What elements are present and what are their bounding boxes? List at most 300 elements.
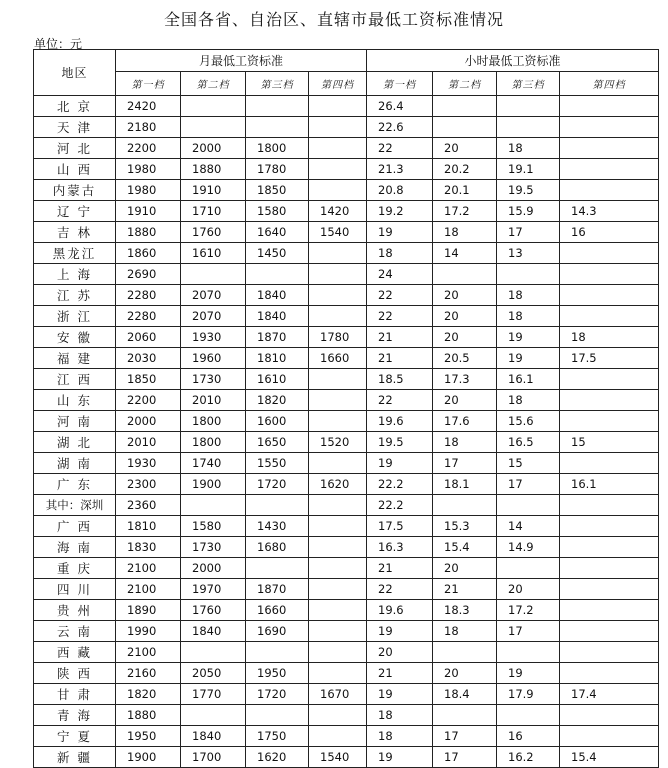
monthly-tier-4-cell [309, 411, 367, 432]
monthly-tier-1-cell: 1850 [116, 369, 181, 390]
table-row [34, 348, 659, 369]
table-row [34, 180, 659, 201]
monthly-tier-3-cell: 1840 [246, 285, 309, 306]
monthly-tier-3-cell [246, 642, 309, 663]
monthly-tier-4-cell: 1540 [309, 222, 367, 243]
table-row [34, 411, 659, 432]
table-row [34, 432, 659, 453]
monthly-tier-3-cell: 1450 [246, 243, 309, 264]
monthly-tier-4-cell [309, 726, 367, 747]
monthly-tier-3-cell: 1550 [246, 453, 309, 474]
region-cell: 安 徽 [34, 327, 116, 348]
hourly-tier-1-cell: 19 [367, 453, 433, 474]
hourly-tier-3-cell: 18 [497, 306, 560, 327]
hourly-tier-2-cell: 18 [433, 222, 497, 243]
monthly-tier-4-cell [309, 453, 367, 474]
hourly-tier-4-cell [560, 726, 659, 747]
table-row [34, 117, 659, 138]
hourly-tier-3-cell: 18 [497, 390, 560, 411]
hourly-tier-2-cell: 15.4 [433, 537, 497, 558]
hourly-tier-4-cell [560, 159, 659, 180]
hourly-tier-3-cell: 16.1 [497, 369, 560, 390]
monthly-tier-2-cell [181, 264, 246, 285]
hourly-tier-2-cell: 20.2 [433, 159, 497, 180]
hourly-tier-2-cell: 17 [433, 747, 497, 768]
region-cell: 青 海 [34, 705, 116, 726]
monthly-tier-4-cell [309, 600, 367, 621]
monthly-tier-4-cell [309, 579, 367, 600]
monthly-tier-1-cell: 1910 [116, 201, 181, 222]
hourly-tier-4-cell [560, 264, 659, 285]
hourly-tier-1-cell: 18 [367, 705, 433, 726]
monthly-tier-2-cell: 1700 [181, 747, 246, 768]
monthly-tier-1-cell: 1930 [116, 453, 181, 474]
hourly-tier-2-header: 第二档 [433, 72, 497, 96]
hourly-tier-1-cell: 22 [367, 285, 433, 306]
monthly-tier-1-cell: 2060 [116, 327, 181, 348]
region-cell: 北 京 [34, 96, 116, 117]
table-row [34, 747, 659, 768]
page-title: 全国各省、自治区、直辖市最低工资标准情况 [163, 10, 504, 29]
monthly-tier-3-cell: 1580 [246, 201, 309, 222]
table-row [34, 642, 659, 663]
region-cell: 甘 肃 [34, 684, 116, 705]
monthly-tier-2-cell: 1800 [181, 432, 246, 453]
monthly-tier-2-cell: 2050 [181, 663, 246, 684]
monthly-tier-4-cell [309, 495, 367, 516]
region-cell: 湖 南 [34, 453, 116, 474]
hourly-tier-4-cell: 15 [560, 432, 659, 453]
monthly-tier-1-cell: 2100 [116, 642, 181, 663]
hourly-tier-1-cell: 19.6 [367, 411, 433, 432]
monthly-tier-4-header: 第四档 [309, 72, 367, 96]
hourly-tier-1-cell: 19.6 [367, 600, 433, 621]
monthly-tier-2-cell [181, 96, 246, 117]
hourly-tier-4-cell [560, 369, 659, 390]
monthly-tier-4-cell: 1620 [309, 474, 367, 495]
table-row [34, 726, 659, 747]
table-row [34, 285, 659, 306]
hourly-tier-4-cell [560, 180, 659, 201]
hourly-tier-2-cell: 17.6 [433, 411, 497, 432]
hourly-tier-1-header: 第一档 [367, 72, 433, 96]
hourly-tier-2-cell [433, 117, 497, 138]
table-row [34, 600, 659, 621]
hourly-tier-3-cell: 19 [497, 348, 560, 369]
monthly-tier-2-cell: 1840 [181, 621, 246, 642]
monthly-tier-3-cell: 1650 [246, 432, 309, 453]
hourly-tier-1-cell: 19 [367, 222, 433, 243]
monthly-tier-4-cell [309, 642, 367, 663]
region-cell: 其中：深圳 [34, 495, 116, 516]
hourly-tier-1-cell: 19.2 [367, 201, 433, 222]
hourly-tier-2-cell: 20 [433, 138, 497, 159]
table-row [34, 138, 659, 159]
hourly-tier-4-cell [560, 285, 659, 306]
region-cell: 河 北 [34, 138, 116, 159]
region-cell: 海 南 [34, 537, 116, 558]
monthly-tier-2-cell: 2000 [181, 558, 246, 579]
monthly-tier-4-cell: 1670 [309, 684, 367, 705]
monthly-tier-3-cell: 1750 [246, 726, 309, 747]
hourly-tier-1-cell: 21.3 [367, 159, 433, 180]
hourly-tier-1-cell: 22.2 [367, 474, 433, 495]
hourly-tier-1-cell: 18 [367, 726, 433, 747]
hourly-tier-2-cell: 17.3 [433, 369, 497, 390]
hourly-tier-1-cell: 22 [367, 306, 433, 327]
table-row [34, 663, 659, 684]
monthly-tier-1-cell: 1890 [116, 600, 181, 621]
hourly-tier-3-cell: 15.9 [497, 201, 560, 222]
monthly-tier-2-cell: 2010 [181, 390, 246, 411]
hourly-tier-4-cell [560, 705, 659, 726]
region-cell: 贵 州 [34, 600, 116, 621]
monthly-tier-4-cell [309, 516, 367, 537]
hourly-tier-3-cell: 19 [497, 663, 560, 684]
hourly-tier-1-cell: 19 [367, 621, 433, 642]
hourly-tier-4-cell: 16 [560, 222, 659, 243]
hourly-tier-2-cell: 18.1 [433, 474, 497, 495]
hourly-tier-2-cell [433, 495, 497, 516]
monthly-tier-4-cell [309, 138, 367, 159]
hourly-tier-1-cell: 24 [367, 264, 433, 285]
monthly-tier-1-cell: 2200 [116, 390, 181, 411]
hourly-tier-3-cell: 17.9 [497, 684, 560, 705]
region-cell: 内蒙古 [34, 180, 116, 201]
table-row [34, 453, 659, 474]
hourly-tier-2-cell: 18.4 [433, 684, 497, 705]
hourly-tier-1-cell: 18.5 [367, 369, 433, 390]
hourly-tier-2-cell: 18.3 [433, 600, 497, 621]
region-cell: 广 西 [34, 516, 116, 537]
monthly-tier-3-cell: 1610 [246, 369, 309, 390]
table-row [34, 369, 659, 390]
monthly-tier-3-cell: 1840 [246, 306, 309, 327]
hourly-tier-1-cell: 16.3 [367, 537, 433, 558]
table-row [34, 327, 659, 348]
monthly-tier-2-cell [181, 117, 246, 138]
monthly-tier-3-cell [246, 264, 309, 285]
hourly-standard-header: 小时最低工资标准 [367, 50, 659, 72]
hourly-tier-4-cell [560, 390, 659, 411]
hourly-tier-1-cell: 22.2 [367, 495, 433, 516]
hourly-tier-4-cell: 18 [560, 327, 659, 348]
hourly-tier-3-cell: 17 [497, 621, 560, 642]
monthly-tier-2-cell: 1710 [181, 201, 246, 222]
monthly-tier-4-cell [309, 117, 367, 138]
hourly-tier-3-cell: 16 [497, 726, 560, 747]
monthly-tier-3-cell: 1430 [246, 516, 309, 537]
monthly-tier-1-cell: 1900 [116, 747, 181, 768]
monthly-tier-1-cell: 1810 [116, 516, 181, 537]
hourly-tier-1-cell: 21 [367, 558, 433, 579]
monthly-tier-2-cell: 1800 [181, 411, 246, 432]
monthly-tier-1-cell: 2690 [116, 264, 181, 285]
hourly-tier-4-cell [560, 537, 659, 558]
hourly-tier-4-cell [560, 306, 659, 327]
monthly-tier-1-cell: 2160 [116, 663, 181, 684]
hourly-tier-3-cell: 14 [497, 516, 560, 537]
hourly-tier-4-cell [560, 621, 659, 642]
monthly-tier-2-cell: 1740 [181, 453, 246, 474]
monthly-tier-3-cell: 1600 [246, 411, 309, 432]
monthly-tier-2-cell: 1760 [181, 600, 246, 621]
hourly-tier-4-cell [560, 558, 659, 579]
monthly-tier-3-cell: 1800 [246, 138, 309, 159]
table-row [34, 516, 659, 537]
hourly-tier-4-cell [560, 243, 659, 264]
monthly-tier-1-cell: 1990 [116, 621, 181, 642]
monthly-tier-3-cell [246, 117, 309, 138]
monthly-tier-3-cell: 1720 [246, 684, 309, 705]
region-cell: 河 南 [34, 411, 116, 432]
hourly-tier-2-cell: 21 [433, 579, 497, 600]
region-cell: 福 建 [34, 348, 116, 369]
monthly-tier-4-cell [309, 96, 367, 117]
monthly-tier-2-cell [181, 495, 246, 516]
monthly-tier-3-cell: 1810 [246, 348, 309, 369]
monthly-tier-2-header: 第二档 [181, 72, 246, 96]
hourly-tier-1-cell: 22 [367, 138, 433, 159]
region-cell: 云 南 [34, 621, 116, 642]
hourly-tier-2-cell: 20 [433, 285, 497, 306]
hourly-tier-2-cell: 20 [433, 663, 497, 684]
hourly-tier-2-cell: 17 [433, 726, 497, 747]
region-cell: 西 藏 [34, 642, 116, 663]
monthly-tier-3-cell: 1690 [246, 621, 309, 642]
monthly-tier-2-cell: 1770 [181, 684, 246, 705]
hourly-tier-2-cell: 17.2 [433, 201, 497, 222]
monthly-tier-3-cell: 1870 [246, 579, 309, 600]
hourly-tier-4-cell [560, 600, 659, 621]
region-cell: 江 苏 [34, 285, 116, 306]
hourly-tier-2-cell: 20.5 [433, 348, 497, 369]
monthly-tier-1-cell: 1980 [116, 159, 181, 180]
hourly-tier-2-cell: 15.3 [433, 516, 497, 537]
region-cell: 吉 林 [34, 222, 116, 243]
region-cell: 上 海 [34, 264, 116, 285]
monthly-tier-1-cell: 1980 [116, 180, 181, 201]
region-cell: 辽 宁 [34, 201, 116, 222]
hourly-tier-4-cell [560, 117, 659, 138]
table-row [34, 621, 659, 642]
monthly-tier-4-cell [309, 243, 367, 264]
monthly-tier-4-cell: 1520 [309, 432, 367, 453]
hourly-tier-2-cell: 20 [433, 390, 497, 411]
hourly-tier-4-header: 第四档 [560, 72, 659, 96]
hourly-tier-4-cell: 15.4 [560, 747, 659, 768]
hourly-tier-4-cell [560, 453, 659, 474]
hourly-tier-3-cell: 14.9 [497, 537, 560, 558]
hourly-tier-2-cell: 20 [433, 306, 497, 327]
hourly-tier-2-cell: 18 [433, 432, 497, 453]
monthly-tier-2-cell: 1910 [181, 180, 246, 201]
monthly-tier-3-cell: 1720 [246, 474, 309, 495]
monthly-tier-4-cell: 1420 [309, 201, 367, 222]
table-row [34, 558, 659, 579]
hourly-tier-1-cell: 21 [367, 663, 433, 684]
region-cell: 山 东 [34, 390, 116, 411]
region-column-header: 地区 [34, 50, 116, 96]
region-cell: 新 疆 [34, 747, 116, 768]
hourly-tier-2-cell: 20 [433, 558, 497, 579]
monthly-tier-2-cell: 1970 [181, 579, 246, 600]
hourly-tier-3-cell: 18 [497, 138, 560, 159]
monthly-tier-3-cell: 1850 [246, 180, 309, 201]
monthly-tier-1-cell: 1880 [116, 705, 181, 726]
monthly-tier-1-cell: 2200 [116, 138, 181, 159]
monthly-tier-2-cell: 1840 [181, 726, 246, 747]
table-row [34, 264, 659, 285]
hourly-tier-2-cell: 20.1 [433, 180, 497, 201]
hourly-tier-1-cell: 21 [367, 348, 433, 369]
monthly-tier-2-cell: 2070 [181, 306, 246, 327]
region-cell: 湖 北 [34, 432, 116, 453]
monthly-tier-3-cell: 1870 [246, 327, 309, 348]
hourly-tier-4-cell [560, 642, 659, 663]
monthly-tier-2-cell: 1610 [181, 243, 246, 264]
hourly-tier-1-cell: 20 [367, 642, 433, 663]
monthly-tier-4-cell: 1540 [309, 747, 367, 768]
monthly-tier-1-cell: 2000 [116, 411, 181, 432]
monthly-tier-4-cell [309, 159, 367, 180]
monthly-tier-1-header: 第一档 [116, 72, 181, 96]
hourly-tier-4-cell [560, 579, 659, 600]
monthly-tier-3-cell: 1620 [246, 747, 309, 768]
hourly-tier-2-cell [433, 705, 497, 726]
table-row [34, 390, 659, 411]
hourly-tier-3-cell: 19.1 [497, 159, 560, 180]
hourly-tier-1-cell: 17.5 [367, 516, 433, 537]
hourly-tier-4-cell: 17.4 [560, 684, 659, 705]
monthly-tier-1-cell: 2280 [116, 306, 181, 327]
hourly-tier-3-cell [497, 264, 560, 285]
monthly-tier-4-cell [309, 537, 367, 558]
hourly-tier-3-header: 第三档 [497, 72, 560, 96]
monthly-tier-4-cell: 1660 [309, 348, 367, 369]
monthly-tier-3-cell [246, 495, 309, 516]
hourly-tier-3-cell: 17 [497, 222, 560, 243]
monthly-tier-2-cell: 1900 [181, 474, 246, 495]
monthly-tier-4-cell [309, 558, 367, 579]
monthly-tier-1-cell: 1830 [116, 537, 181, 558]
region-cell: 山 西 [34, 159, 116, 180]
monthly-tier-4-cell [309, 705, 367, 726]
table-row [34, 579, 659, 600]
hourly-tier-3-cell: 18 [497, 285, 560, 306]
hourly-tier-3-cell [497, 117, 560, 138]
hourly-tier-3-cell: 16.5 [497, 432, 560, 453]
monthly-tier-4-cell [309, 306, 367, 327]
monthly-tier-1-cell: 2360 [116, 495, 181, 516]
monthly-tier-4-cell [309, 285, 367, 306]
monthly-tier-2-cell: 2070 [181, 285, 246, 306]
region-cell: 黑龙江 [34, 243, 116, 264]
monthly-tier-2-cell: 1960 [181, 348, 246, 369]
hourly-tier-3-cell: 17.2 [497, 600, 560, 621]
monthly-tier-4-cell [309, 180, 367, 201]
hourly-tier-4-cell [560, 138, 659, 159]
monthly-tier-4-cell [309, 369, 367, 390]
hourly-tier-3-cell: 19 [497, 327, 560, 348]
monthly-tier-1-cell: 1820 [116, 684, 181, 705]
hourly-tier-3-cell: 19.5 [497, 180, 560, 201]
hourly-tier-3-cell: 15 [497, 453, 560, 474]
table-body [34, 96, 659, 768]
monthly-tier-1-cell: 2280 [116, 285, 181, 306]
monthly-tier-3-cell [246, 558, 309, 579]
hourly-tier-1-cell: 19 [367, 747, 433, 768]
hourly-tier-3-cell: 13 [497, 243, 560, 264]
hourly-tier-3-cell: 16.2 [497, 747, 560, 768]
hourly-tier-2-cell: 14 [433, 243, 497, 264]
region-cell: 陕 西 [34, 663, 116, 684]
hourly-tier-1-cell: 18 [367, 243, 433, 264]
monthly-tier-1-cell: 2030 [116, 348, 181, 369]
hourly-tier-4-cell [560, 411, 659, 432]
monthly-tier-3-cell: 1780 [246, 159, 309, 180]
hourly-tier-2-cell [433, 642, 497, 663]
monthly-tier-3-cell: 1950 [246, 663, 309, 684]
table-row [34, 705, 659, 726]
monthly-tier-1-cell: 2100 [116, 558, 181, 579]
hourly-tier-2-cell: 20 [433, 327, 497, 348]
table-row [34, 684, 659, 705]
hourly-tier-3-cell: 15.6 [497, 411, 560, 432]
hourly-tier-2-cell: 17 [433, 453, 497, 474]
hourly-tier-1-cell: 21 [367, 327, 433, 348]
monthly-tier-3-cell: 1640 [246, 222, 309, 243]
hourly-tier-3-cell: 20 [497, 579, 560, 600]
hourly-tier-3-cell [497, 96, 560, 117]
table-row [34, 537, 659, 558]
table-row [34, 495, 659, 516]
region-cell: 重 庆 [34, 558, 116, 579]
hourly-tier-3-cell [497, 558, 560, 579]
monthly-tier-1-cell: 2300 [116, 474, 181, 495]
hourly-tier-4-cell [560, 663, 659, 684]
monthly-tier-3-cell: 1680 [246, 537, 309, 558]
monthly-tier-3-header: 第三档 [246, 72, 309, 96]
hourly-tier-1-cell: 22 [367, 579, 433, 600]
monthly-tier-1-cell: 1950 [116, 726, 181, 747]
table-row [34, 474, 659, 495]
hourly-tier-2-cell [433, 264, 497, 285]
monthly-tier-4-cell [309, 264, 367, 285]
hourly-tier-4-cell [560, 516, 659, 537]
hourly-tier-4-cell [560, 495, 659, 516]
monthly-tier-3-cell: 1820 [246, 390, 309, 411]
region-cell: 天 津 [34, 117, 116, 138]
hourly-tier-1-cell: 19.5 [367, 432, 433, 453]
table-row [34, 222, 659, 243]
monthly-tier-2-cell: 1730 [181, 537, 246, 558]
monthly-tier-3-cell [246, 705, 309, 726]
monthly-tier-4-cell [309, 621, 367, 642]
hourly-tier-1-cell: 22 [367, 390, 433, 411]
monthly-tier-2-cell [181, 705, 246, 726]
hourly-tier-3-cell: 17 [497, 474, 560, 495]
hourly-tier-3-cell [497, 642, 560, 663]
monthly-tier-1-cell: 1860 [116, 243, 181, 264]
region-cell: 浙 江 [34, 306, 116, 327]
minimum-wage-table [33, 49, 659, 768]
monthly-tier-1-cell: 2420 [116, 96, 181, 117]
hourly-tier-1-cell: 26.4 [367, 96, 433, 117]
monthly-tier-3-cell [246, 96, 309, 117]
region-cell: 江 西 [34, 369, 116, 390]
hourly-tier-3-cell [497, 705, 560, 726]
